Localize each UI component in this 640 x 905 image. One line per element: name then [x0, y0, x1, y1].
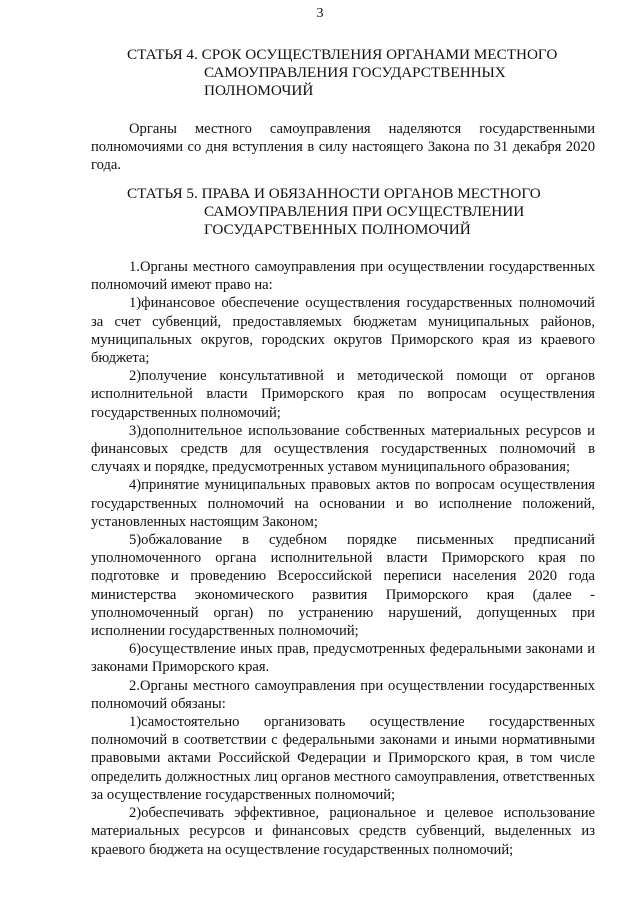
article-5-heading-line-3: ГОСУДАРСТВЕННЫХ ПОЛНОМОЧИЙ: [204, 221, 471, 238]
page-number: 3: [316, 6, 324, 21]
article-5-body: [91, 258, 595, 859]
article-5-heading-line-2: САМОУПРАВЛЕНИЯ ПРИ ОСУЩЕСТВЛЕНИИ: [204, 203, 525, 220]
article-4-heading-line-3: ПОЛНОМОЧИЙ: [204, 82, 314, 99]
article-5-paragraph-5: 4)принятие муниципальных правовых актов по вопросам осуществления государственных полномочий на основании и во исполнение положений, установленных настоящим Законом;: [91, 477, 595, 530]
article-5-paragraph-4: 3)дополнительное использование собственных материальных ресурсов и финансовых средств для осуществления государственных полномочий в случаях и порядке, предусмотренных уставом муниципального образования;: [91, 422, 595, 476]
article-4-heading-line-1: СТАТЬЯ 4. СРОК ОСУЩЕСТВЛЕНИЯ ОРГАНАМИ МЕСТНОГО: [127, 46, 558, 63]
article-5-heading-line-1: СТАТЬЯ 5. ПРАВА И ОБЯЗАННОСТИ ОРГАНОВ МЕСТНОГО: [127, 185, 541, 202]
article-4-heading-line-2: САМОУПРАВЛЕНИЯ ГОСУДАРСТВЕННЫХ: [204, 64, 506, 81]
article-4-body: [91, 120, 595, 175]
article-5-paragraph-8: 2.Органы местного самоуправления при осуществлении государственных полномочий обязаны:: [91, 677, 595, 712]
article-5-paragraph-9: 1)самостоятельно организовать осуществление государственных полномочий в соответствии с федеральными законами и иными нормативными правовыми актами Российской Федерации и Приморского края, в том числе определить должностных лиц органов местного самоуправления, ответственных за осуществление государственных полномочий;: [91, 714, 595, 803]
article-5-paragraph-2: 1)финансовое обеспечение осуществления государственных полномочий за счет субвенций, предоставляемых бюджетам муниципальных районов, муниципальных округов, городских округов Приморского края из краевого бюджета;: [91, 295, 595, 367]
article-4-paragraph: Органы местного самоуправления наделяются государственными полномочиями со дня вступления в силу настоящего Закона по 31 декабря 2020 года.: [91, 121, 595, 174]
article-5-paragraph-3: 2)получение консультативной и методической помощи от органов исполнительной власти Приморского края по вопросам осуществления государственных полномочий;: [91, 368, 595, 421]
article-5-paragraph-10: 2)обеспечивать эффективное, рациональное и целевое использование материальных ресурсов и финансовых средств субвенций, выделенных из краевого бюджета на осуществление государственных полномочий;: [91, 805, 595, 858]
article-5-paragraph-1: 1.Органы местного самоуправления при осуществлении государственных полномочий имеют право на:: [91, 259, 595, 294]
article-5-paragraph-6: 5)обжалование в судебном порядке письменных предписаний уполномоченного органа исполнительной власти Приморского края по подготовке и проведению Всероссийской переписи населения 2020 года министерства экономического развития Приморского края (далее - уполномоченный орган) по устранению нарушений, допущенных при исполнении государственных полномочий;: [91, 532, 595, 640]
article-5-paragraph-7: 6)осуществление иных прав, предусмотренных федеральными законами и законами Приморского края.: [91, 641, 595, 676]
article-4-heading: [127, 46, 597, 100]
article-5-heading: [127, 185, 597, 239]
